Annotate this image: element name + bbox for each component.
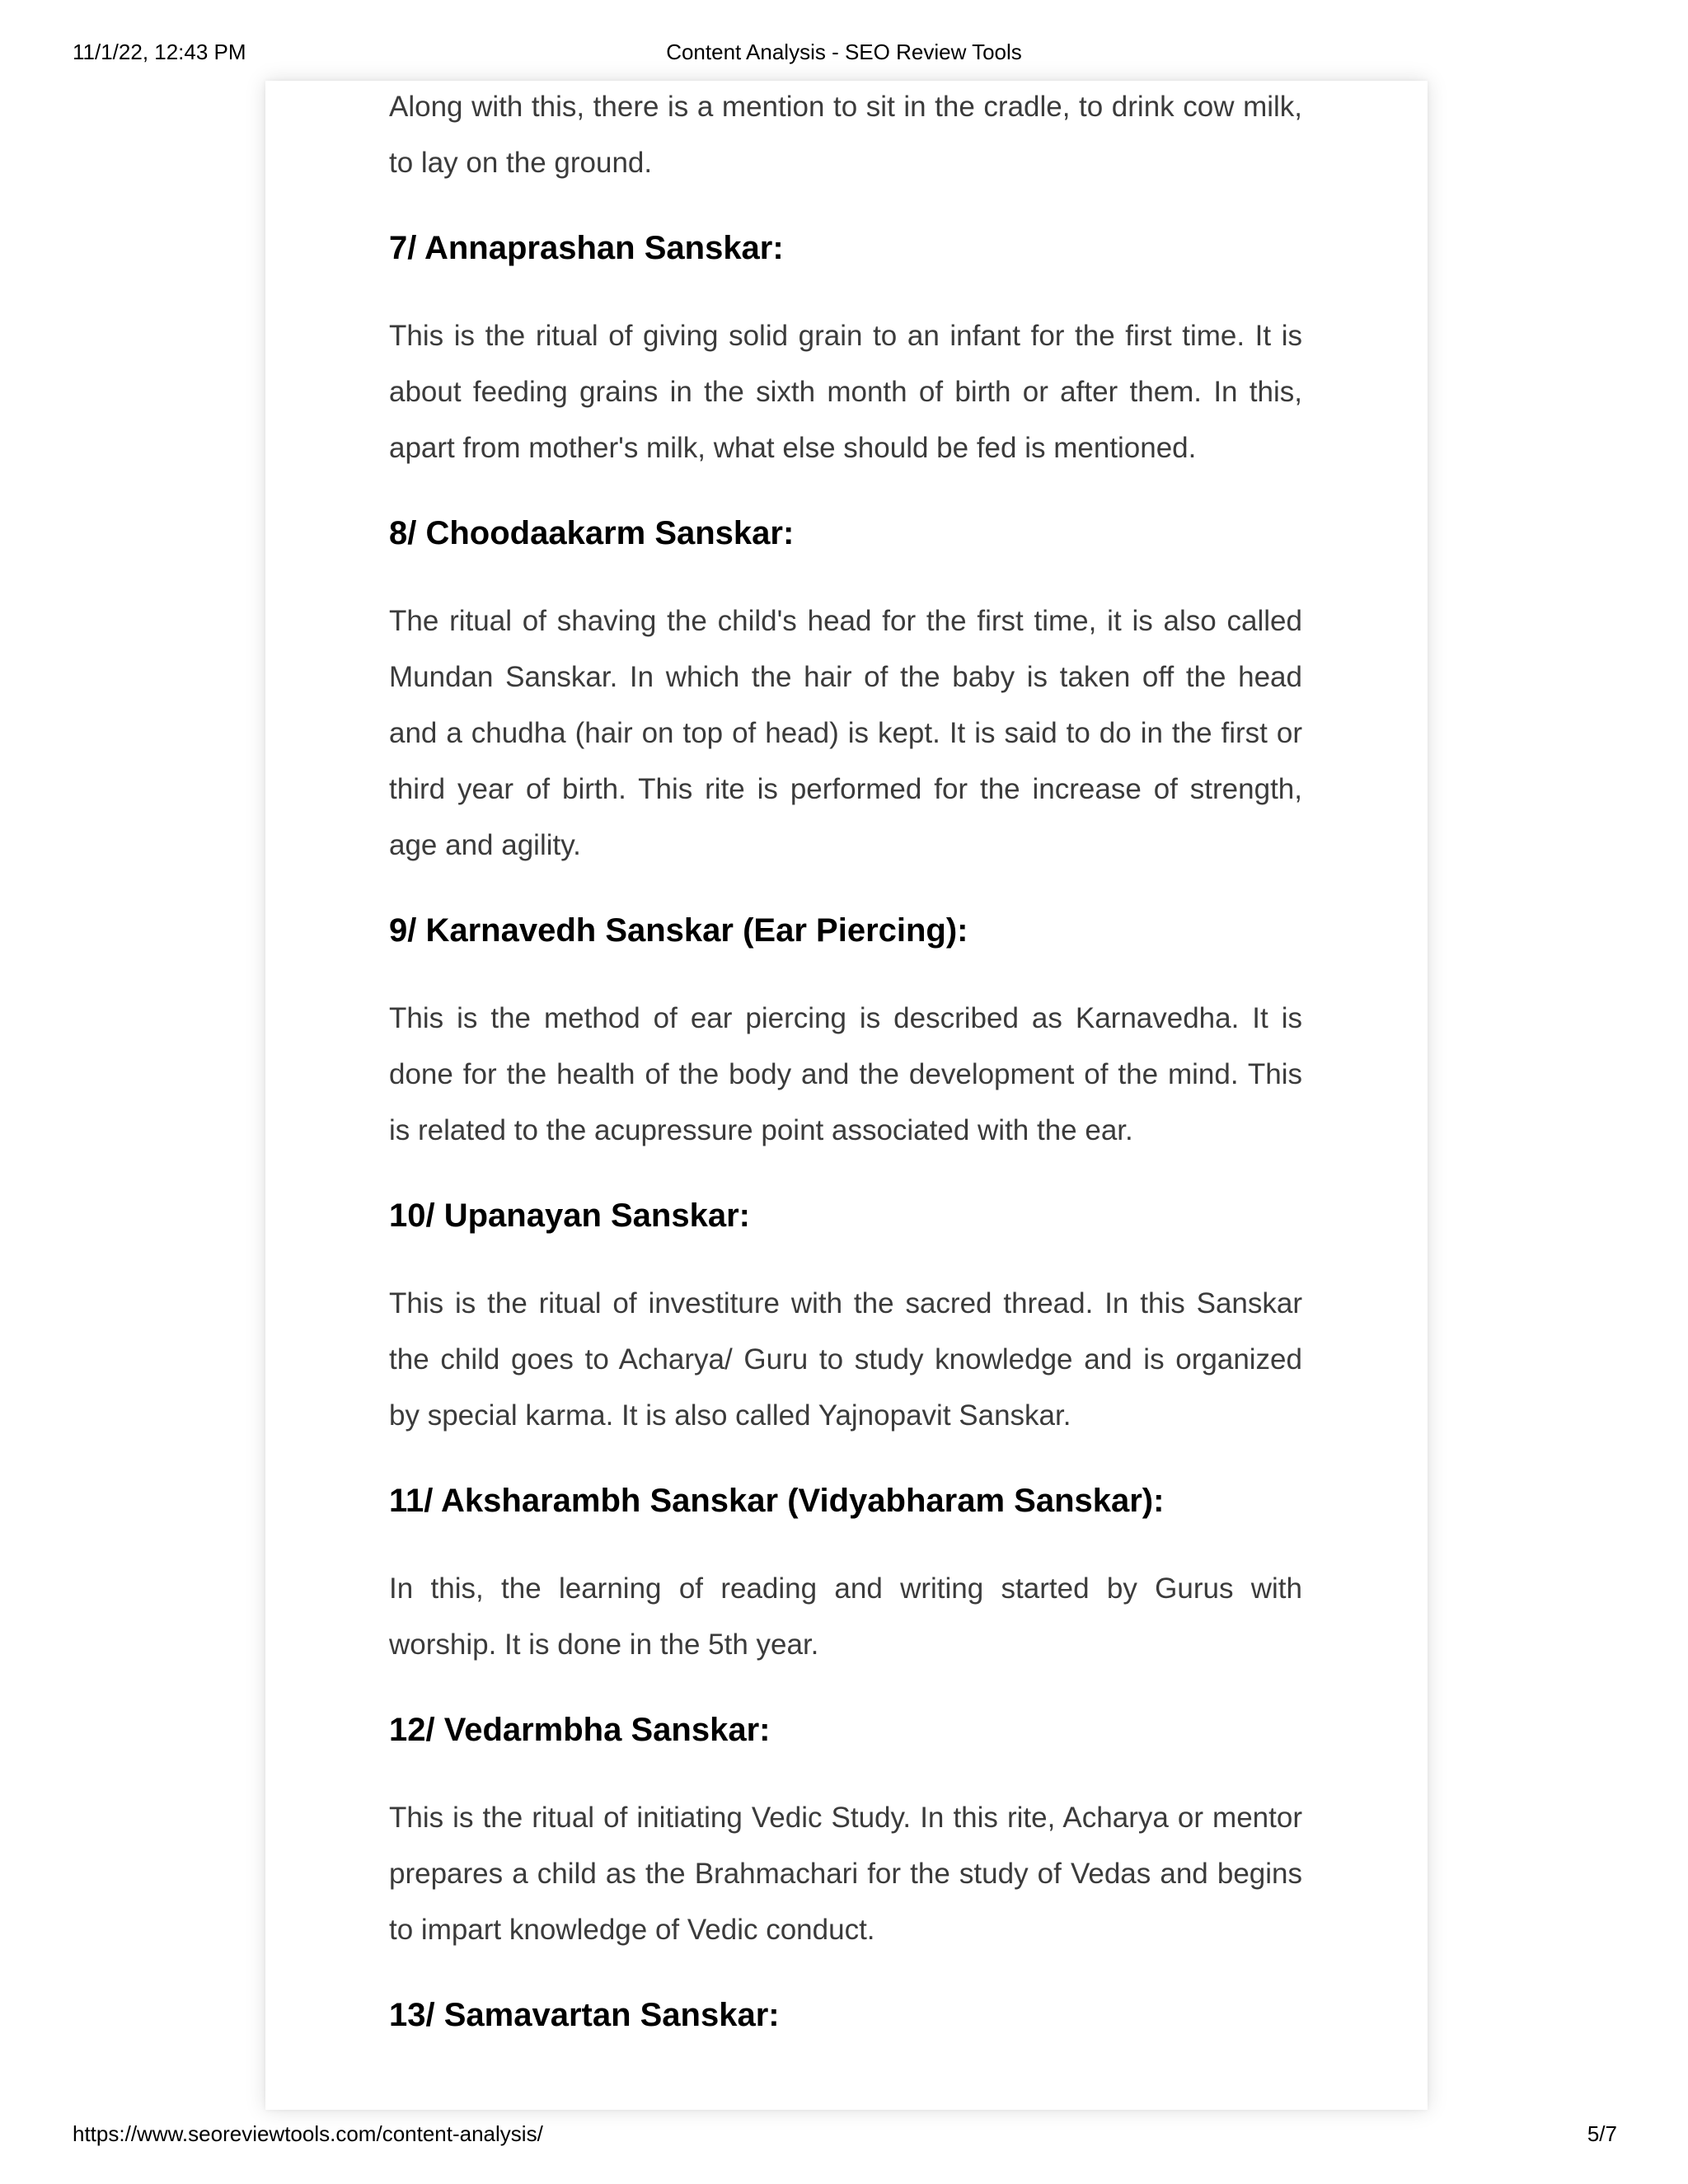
section-heading: 11/ Aksharambh Sanskar (Vidyabharam Sanskar): [389,1483,1165,1519]
section-annaprashan [389,227,1302,476]
section-choodaakarm [389,513,1302,874]
section-aksharambh [389,1480,1302,1673]
print-header [0,40,1688,68]
section-karnavedh [389,910,1302,1159]
print-footer [0,2121,1688,2149]
section-paragraph: This is the ritual of giving solid grain to an infant for the first time. It is about feeding grains in the sixth month of birth or after them. In this, apart from mother's milk, what else should be fed is mentioned. [389,320,1302,464]
section-heading: 12/ Vedarmbha Sanskar: [389,1712,771,1748]
section-paragraph: This is the method of ear piercing is described as Karnavedha. It is done for the health of the body and the development of the mind. This is related to the acupressure point associated with the ear. [389,1002,1302,1146]
section-upanayan [389,1195,1302,1444]
section-samavartan [389,1994,1302,2036]
section-heading: 8/ Choodaakarm Sanskar: [389,515,795,551]
page-url[interactable]: https://www.seoreviewtools.com/content-analysis/ [73,2121,543,2146]
section-heading: 10/ Upanayan Sanskar: [389,1197,750,1234]
section-vedarmbha [389,1709,1302,1958]
section-paragraph: This is the ritual of initiating Vedic Study. In this rite, Acharya or mentor prepares a child as the Brahmachari for the study of Vedas and begins to impart knowledge of Vedic conduct. [389,1802,1302,1946]
section-heading: 7/ Annaprashan Sanskar: [389,230,784,266]
section-paragraph: The ritual of shaving the child's head for the first time, it is also called Mundan Sanskar. In which the hair of the baby is taken off the head and a chudha (hair on top of head) is kept. It is said to do in the first or third year of birth. This rite is performed for the increase of strength, age and agility. [389,605,1302,861]
section-heading: 9/ Karnavedh Sanskar (Ear Piercing): [389,912,968,949]
print-datetime: 11/1/22, 12:43 PM [73,40,246,64]
section-paragraph: This is the ritual of investiture with the sacred thread. In this Sanskar the child goes to Acharya/ Guru to study knowledge and is organized by special karma. It is also called Yajnopavit Sanskar. [389,1287,1302,1432]
intro-paragraph: Along with this, there is a mention to sit in the cradle, to drink cow milk, to lay on the ground. [389,91,1302,179]
print-page-title: Content Analysis - SEO Review Tools [666,40,1022,64]
section-heading: 13/ Samavartan Sanskar: [389,1997,780,2033]
page-number: 5/7 [1587,2121,1617,2146]
section-paragraph: In this, the learning of reading and writing started by Gurus with worship. It is done in the 5th year. [389,1572,1302,1661]
article-body [389,79,1302,2075]
